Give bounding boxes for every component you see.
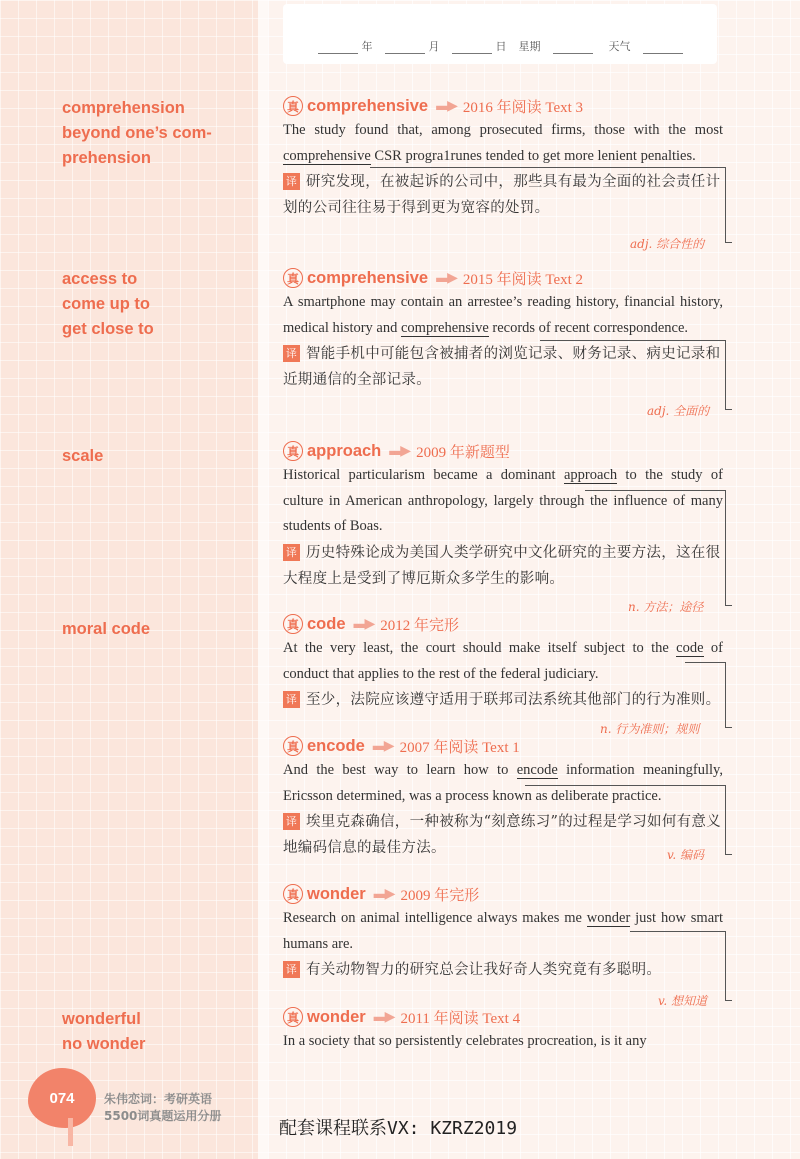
sentence-text: Historical particularism became a dominant [283, 467, 564, 483]
book-title-line: 朱伟恋词：考研英语 [104, 1092, 213, 1106]
key-word: wonder [586, 910, 631, 926]
english-sentence [283, 290, 723, 341]
gloss-connector [525, 785, 726, 855]
arrow-icon: ▬▶ [353, 616, 373, 632]
exam-source: 2011 年阅读 Text 4 [400, 1010, 521, 1027]
related-word: get close to [62, 320, 154, 338]
weekday-label: 星期 [518, 40, 541, 53]
translation-badge-icon: 译 [283, 691, 300, 708]
arrow-icon: ▬▶ [436, 270, 455, 286]
entry-wonder-2011 [283, 1006, 723, 1055]
related-group-4 [62, 617, 150, 642]
english-sentence [283, 636, 723, 687]
related-words-column [0, 0, 262, 1159]
headword: approach [307, 441, 382, 460]
headword: comprehensive [307, 268, 429, 287]
weather-blank [643, 43, 683, 54]
sentence-text: In a society that so persistently celebrates procreation, is it any [283, 1033, 647, 1049]
page-number-badge [28, 1068, 96, 1128]
entry-head [283, 267, 723, 289]
translation-badge-icon: 译 [283, 813, 300, 830]
gloss-connector [585, 490, 726, 606]
translation-badge-icon: 译 [283, 961, 300, 978]
book-title [104, 1091, 221, 1125]
day-label: 日 [495, 40, 507, 53]
related-group-5 [62, 1007, 145, 1057]
arrow-icon: ▬▶ [372, 738, 392, 754]
exam-source: 2012 年完形 [380, 617, 460, 634]
related-word: comprehension [62, 99, 185, 117]
headword: comprehensive [307, 96, 429, 115]
english-sentence [283, 1029, 723, 1055]
key-word: code [676, 640, 704, 656]
related-group-1 [62, 96, 212, 171]
related-group-3 [62, 444, 103, 469]
gloss: adj. 综合性的 [630, 237, 705, 251]
entry-head [283, 440, 723, 462]
related-word: no wonder [62, 1035, 146, 1053]
exam-badge-icon: 真 [283, 736, 303, 756]
related-word: prehension [62, 149, 151, 167]
exam-source: 2009 年新题型 [416, 444, 510, 461]
sentence-text: And the best way to learn how to [283, 762, 517, 778]
key-word: comprehensive [283, 147, 371, 164]
year-blank [318, 43, 358, 54]
date-header [283, 4, 717, 64]
entry-head [283, 735, 723, 757]
translation-badge-icon: 译 [283, 173, 300, 190]
key-word: approach [563, 467, 618, 483]
day-blank [452, 43, 492, 54]
entry-head [283, 883, 723, 905]
gloss: adj. 全面的 [647, 404, 710, 418]
related-word: beyond one’s com- [62, 124, 212, 142]
entry-head [283, 95, 723, 117]
exam-badge-icon: 真 [283, 96, 303, 116]
gloss: v. 想知道 [658, 994, 707, 1008]
exam-source: 2009 年完形 [400, 887, 480, 904]
related-group-2 [62, 267, 154, 342]
exam-source: 2016 年阅读 Text 3 [462, 99, 584, 116]
related-word: moral code [62, 620, 151, 638]
headword: wonder [307, 884, 366, 903]
gloss: v. 编码 [667, 848, 704, 862]
sentence-text: The study found that, among prosecuted firms, those with the most [283, 122, 723, 138]
arrow-icon: ▬▶ [389, 443, 409, 459]
column-divider [258, 0, 268, 1159]
gloss-connector [630, 931, 726, 1001]
weekday-blank [553, 43, 593, 54]
sentence-text: just how smart humans are. [283, 910, 723, 952]
arrow-icon: ▬▶ [373, 1009, 393, 1025]
month-blank [385, 43, 425, 54]
translation-text: 至少，法院应该遵守适用于联邦司法系统其他部门的行为准则。 [306, 692, 721, 708]
exam-badge-icon: 真 [283, 614, 303, 634]
sentence-text: A smartphone may contain an arrestee’s reading history, financial history, medical history and [283, 294, 723, 336]
related-word: scale [62, 447, 104, 465]
related-word: wonderful [62, 1010, 141, 1028]
english-sentence [283, 118, 723, 169]
sentence-text: records of recent correspondence. [488, 319, 689, 336]
headword: encode [307, 736, 365, 755]
chinese-translation [283, 687, 723, 713]
exam-badge-icon: 真 [283, 268, 303, 288]
gloss-connector [540, 340, 726, 410]
arrow-icon: ▬▶ [373, 886, 393, 902]
related-word: access to [62, 270, 138, 288]
gloss: n. 方法；途径 [628, 600, 704, 614]
sentence-text: At the very least, the court should make itself subject to the [283, 640, 677, 656]
related-word: come up to [62, 295, 151, 313]
entry-code-2012 [283, 613, 723, 713]
month-label: 月 [428, 40, 440, 53]
sentence-text: information meaningfully, Ericsson determined, was a process known as deliberate practice. [283, 762, 723, 804]
translation-text: 研究发现，在被起诉的公司中，那些具有最为全面的社会责任计划的公司往往易于得到更为宽容的处罚。 [283, 174, 721, 216]
course-contact-note: 配套课程联系VX: KZRZ2019 [279, 1118, 518, 1139]
translation-text: 历史特殊论成为美国人类学研究中文化研究的主要方法，这在很大程度上是受到了博厄斯众多学生的影响。 [283, 544, 721, 587]
translation-text: 智能手机中可能包含被捕者的浏览记录、财务记录、病史记录和近期通信的全部记录。 [283, 346, 721, 388]
gloss-connector [685, 662, 726, 728]
arrow-icon: ▬▶ [436, 98, 455, 114]
translation-badge-icon: 译 [283, 544, 300, 561]
entry-head [283, 613, 723, 635]
sentence-text: of conduct that applies to the rest of the federal judiciary. [283, 640, 723, 682]
sentence-text: Research on animal intelligence always makes me [283, 910, 587, 926]
entry-head [283, 1006, 723, 1028]
key-word: encode [516, 762, 558, 778]
weather-label: 天气 [608, 40, 631, 53]
page-number: 074 [49, 1089, 75, 1107]
exam-badge-icon: 真 [283, 884, 303, 904]
headword: wonder [307, 1007, 366, 1026]
sentence-text: to the study of culture in American anthropology, largely through the influence of many students of Boas. [283, 467, 723, 534]
sentence-text: CSR progra1runes tended to get more lenient penalties. [370, 147, 696, 164]
exam-badge-icon: 真 [283, 441, 303, 461]
gloss-connector [370, 167, 726, 243]
key-word: comprehensive [400, 319, 489, 336]
translation-badge-icon: 译 [283, 345, 300, 362]
exam-badge-icon: 真 [283, 1007, 303, 1027]
gloss: n. 行为准则；规则 [600, 722, 700, 736]
exam-source: 2007 年阅读 Text 1 [399, 739, 520, 756]
year-label: 年 [361, 40, 373, 53]
translation-text: 有关动物智力的研究总会让我好奇人类究竟有多聪明。 [306, 962, 662, 978]
headword: code [307, 614, 346, 633]
book-title-line: 5500词真题运用分册 [104, 1109, 222, 1123]
translation-text: 埃里克森确信，一种被称为“刻意练习”的过程是学习如何有意义地编码信息的最佳方法。 [283, 814, 722, 856]
exam-source: 2015 年阅读 Text 2 [462, 271, 584, 288]
